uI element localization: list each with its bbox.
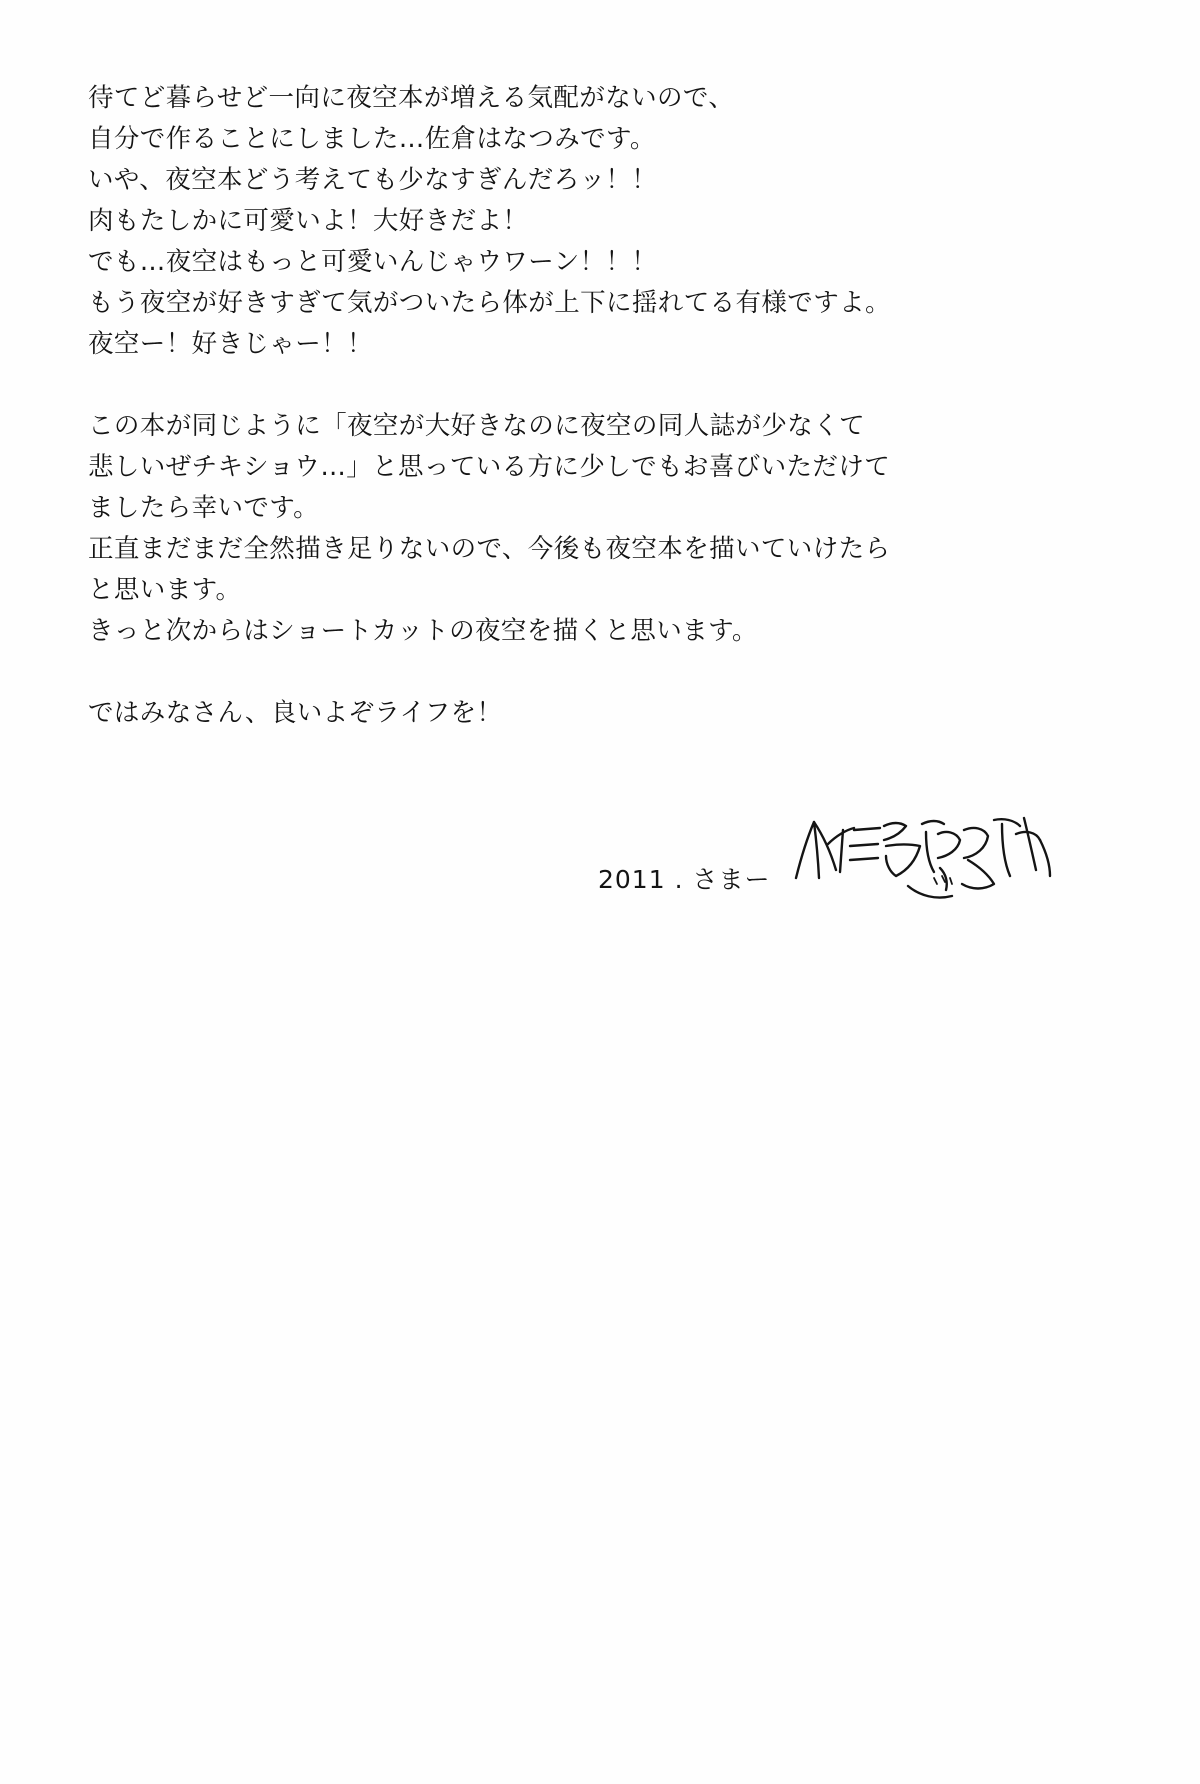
paragraph-1-line-6: もう夜空が好きすぎて気がついたら体が上下に揺れてる有様ですよ。: [88, 288, 891, 318]
handwritten-signature-icon: [788, 800, 1068, 930]
paragraph-1-line-2: 自分で作ることにしました…佐倉はなつみです。: [88, 124, 656, 154]
paragraph-spacer-2: [88, 652, 1098, 693]
paragraph-1-line-5: でも…夜空はもっと可愛いんじゃウワーン！！！: [88, 247, 658, 277]
paragraph-1: [88, 78, 1098, 365]
paragraph-1-line-7: 夜空ー！好きじゃー！！: [88, 329, 373, 359]
paragraph-2-line-5: と思います。: [88, 575, 242, 605]
paragraph-3: [88, 693, 1098, 734]
paragraph-1-line-3: いや、夜空本どう考えても少なすぎんだろッ！！: [88, 165, 658, 195]
afterword-text-block: [88, 78, 1098, 734]
signature-block: [88, 820, 1098, 960]
signature-date: 2011 . さまー: [598, 865, 771, 894]
paragraph-spacer-1: [88, 365, 1098, 406]
paragraph-2-line-4: 正直まだまだ全然描き足りないので、今後も夜空本を描いていけたら: [88, 534, 891, 564]
paragraph-2-line-6: きっと次からはショートカットの夜空を描くと思います。: [88, 616, 758, 646]
paragraph-3-line-1: ではみなさん、良いよぞライフを！: [88, 698, 503, 728]
paragraph-2-line-2: 悲しいぜチキショウ…」と思っている方に少しでもお喜びいただけて: [88, 452, 891, 482]
paragraph-1-line-1: 待てど暮らせど一向に夜空本が増える気配がないので、: [88, 83, 735, 113]
paragraph-2-line-1: この本が同じように「夜空が大好きなのに夜空の同人誌が少なくて: [88, 411, 866, 441]
paragraph-1-line-4: 肉もたしかに可愛いよ！大好きだよ！: [88, 206, 529, 236]
paragraph-2-line-3: ましたら幸いです。: [88, 493, 320, 523]
paragraph-2: [88, 406, 1098, 652]
